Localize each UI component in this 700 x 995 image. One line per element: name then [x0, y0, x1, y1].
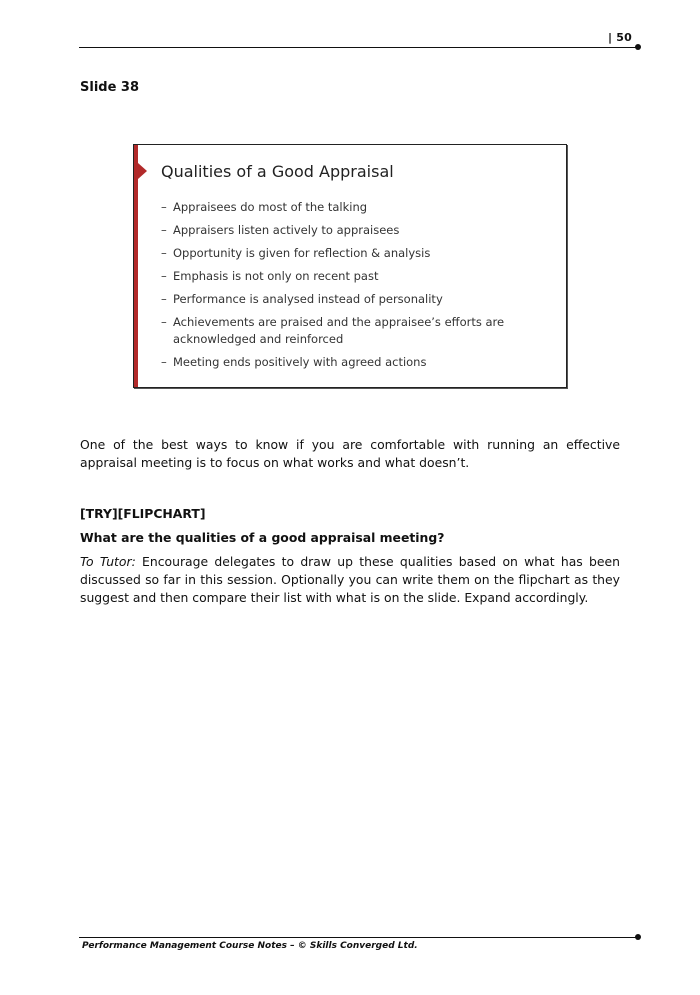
slide-thumbnail	[133, 144, 567, 388]
header-rule	[79, 47, 636, 48]
slide-bullet: – Achievements are praised and the appraisee’s efforts are acknowledged and reinforced	[161, 315, 505, 346]
slide-bullet-text: Emphasis is not only on recent past	[173, 269, 379, 283]
header-rule-dot	[635, 44, 641, 50]
slide-bullet: – Appraisees do most of the talking	[161, 200, 368, 214]
page-number: | 50	[608, 31, 632, 44]
intro-paragraph: One of the best ways to know if you are comfortable with running an effective appraisal meeting is to focus on what works and what doesn’t.	[80, 437, 620, 470]
slide-bullet-text: Appraisers listen actively to appraisees	[173, 223, 400, 237]
slide-accent-bar	[134, 145, 138, 387]
slide-bullet-text: Achievements are praised and the appraisee’s efforts are acknowledged and reinforced	[173, 315, 505, 346]
slide-bullet: – Meeting ends positively with agreed actions	[161, 355, 427, 369]
slide-bullet-text: Appraisees do most of the talking	[173, 200, 368, 214]
footer-text: Performance Management Course Notes – © Skills Converged Ltd.	[82, 941, 418, 951]
slide-label: Slide 38	[80, 80, 140, 95]
slide-bullet: – Performance is analysed instead of personality	[161, 292, 443, 306]
slide-bullet: – Appraisers listen actively to appraisees	[161, 223, 400, 237]
tutor-label: To Tutor:	[80, 554, 136, 569]
slide-title: Qualities of a Good Appraisal	[161, 162, 394, 181]
slide-bullet-text: Opportunity is given for reflection & analysis	[173, 246, 431, 260]
slide-bullet-list	[161, 199, 556, 377]
tutor-paragraph	[80, 553, 620, 607]
slide-bullet: – Emphasis is not only on recent past	[161, 269, 379, 283]
footer-rule-dot	[635, 934, 641, 940]
activity-question: What are the qualities of a good appraisal meeting?	[80, 530, 445, 545]
slide-bullet-text: Performance is analysed instead of personality	[173, 292, 443, 306]
footer-rule	[79, 937, 636, 938]
slide-arrow-icon	[138, 163, 147, 179]
slide-bullet-text: Meeting ends positively with agreed actions	[173, 355, 427, 369]
slide-bullet: – Opportunity is given for reflection & analysis	[161, 246, 431, 260]
activity-tag: [TRY][FLIPCHART]	[80, 506, 206, 521]
tutor-text: Encourage delegates to draw up these qualities based on what has been discussed so far in this session. Optionally you can write them on the flipchart as they suggest and then compare their list with what is on the slide. Expand accordingly.	[80, 554, 620, 605]
